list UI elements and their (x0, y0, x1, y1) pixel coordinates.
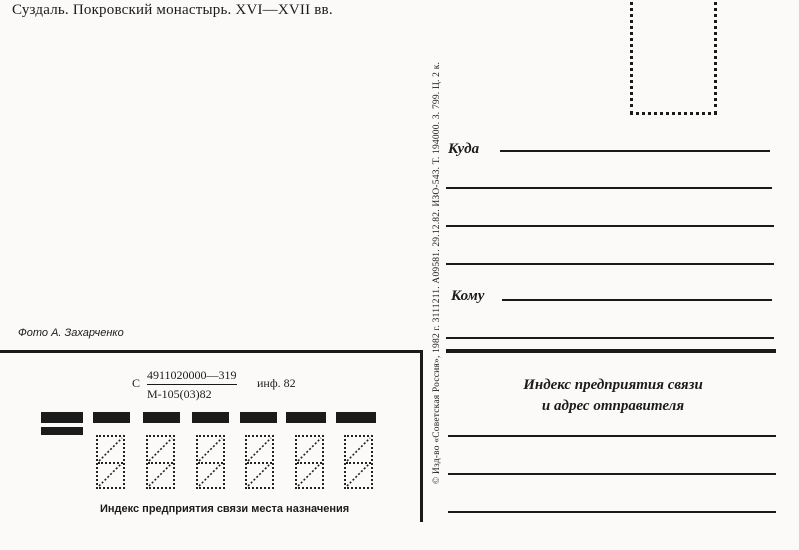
sender-divider (446, 349, 776, 353)
index-digit-box (344, 435, 373, 489)
sender-heading-line1: Индекс предприятия связи (523, 377, 703, 393)
index-digit-box (146, 435, 175, 489)
address-line (446, 225, 774, 227)
whom-label: Кому (451, 288, 485, 304)
card-caption: Суздаль. Покровский монастырь. XVI—XVII вв. (12, 2, 333, 18)
index-digit-bar (143, 412, 180, 423)
address-line (446, 263, 774, 265)
horizontal-divider (0, 350, 422, 353)
postal-index-label: Индекс предприятия связи места назначения (100, 503, 350, 515)
index-sample-bar-top (41, 412, 83, 423)
code-info: инф. 82 (257, 376, 296, 390)
address-line (500, 150, 770, 152)
code-numerator: 4911020000—319 (147, 368, 237, 385)
index-digit-box (295, 435, 324, 489)
sender-heading (448, 375, 778, 417)
stamp-area (630, 0, 717, 115)
code-letter: С (132, 376, 141, 390)
address-line (446, 187, 772, 189)
index-sample-bar-bottom (41, 427, 83, 435)
to-label: Куда (448, 141, 480, 157)
address-line (502, 299, 772, 301)
photo-credit: Фото А. Захарченко (18, 327, 124, 339)
index-digit-bar (286, 412, 326, 423)
vertical-divider (420, 350, 423, 522)
code-fraction (147, 368, 237, 402)
publisher-imprint: © Изд-во «Советская Россия», 1982 г. 3111211. А09581. 29.12.82. ИЗО-543. Т. 194000. З. 799. Ц. 2 к. (432, 61, 442, 485)
sender-line (448, 435, 776, 437)
index-digit-bar (192, 412, 229, 423)
address-line (446, 337, 774, 339)
index-digit-bar (336, 412, 376, 423)
index-digit-bar (93, 412, 130, 423)
sender-line (448, 511, 776, 513)
index-digit-box (245, 435, 274, 489)
sender-line (448, 473, 776, 475)
index-digit-box (96, 435, 125, 489)
index-digit-bar (240, 412, 277, 423)
index-digit-box (196, 435, 225, 489)
code-denominator: М-105(03)82 (147, 387, 212, 401)
sender-heading-line2: и адрес отправителя (541, 398, 685, 414)
